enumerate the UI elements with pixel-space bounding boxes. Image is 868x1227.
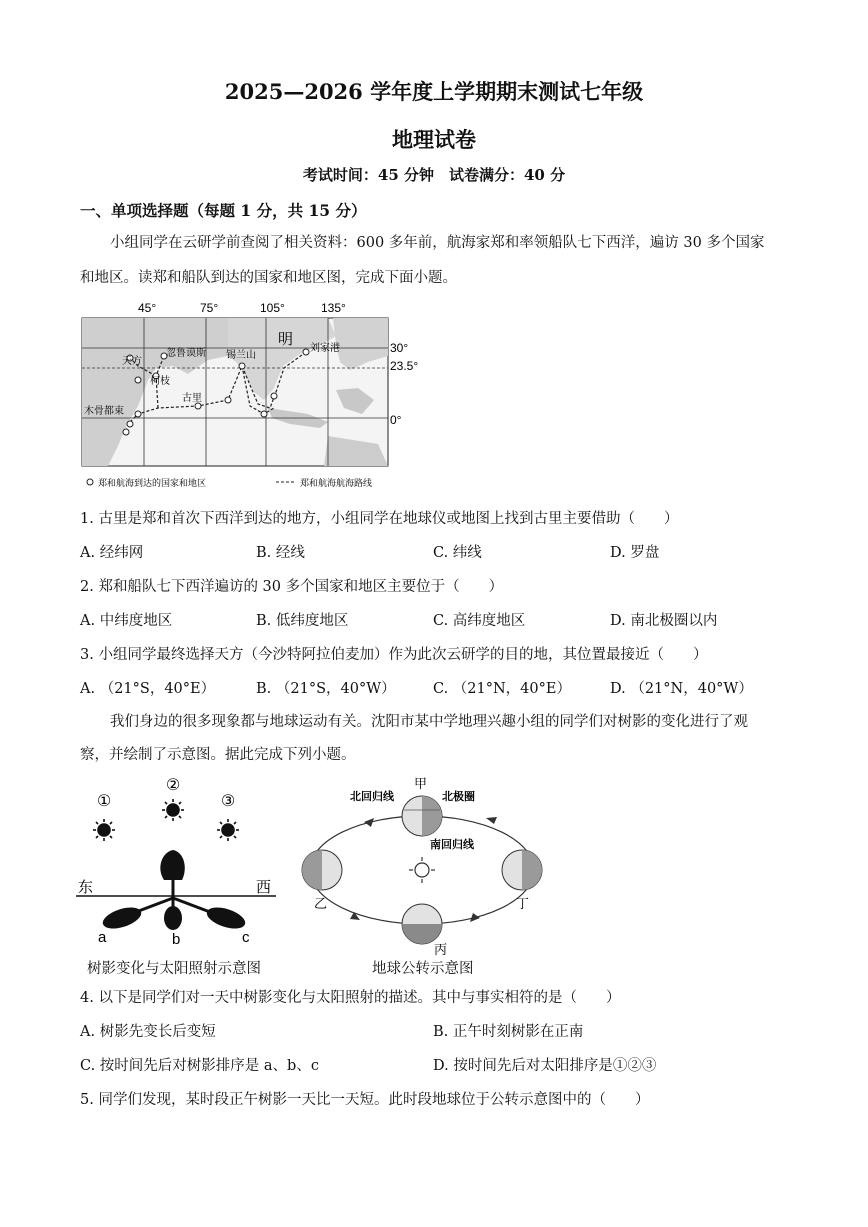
- lon-label: 135°: [321, 301, 346, 315]
- option-2d[interactable]: D. 南北极圈以内: [610, 613, 718, 629]
- place-label: 木骨都束: [84, 406, 124, 417]
- earth-jia: [402, 796, 442, 836]
- position-label: 乙: [314, 896, 328, 911]
- place-label: 忽鲁谟斯: [166, 348, 206, 359]
- shadow-label: a: [98, 929, 107, 946]
- tree-shadow-diagram: [76, 772, 286, 948]
- stop-marker: [271, 393, 277, 399]
- position-label: 丙: [434, 942, 448, 957]
- page-subtitle: 地理试卷: [392, 127, 476, 152]
- option-4d[interactable]: D. 按时间先后对太阳排序是①②③: [433, 1058, 657, 1074]
- position-label: 丁: [516, 896, 530, 911]
- orbit-figure-caption: 地球公转示意图: [372, 961, 474, 977]
- sun-icon: [217, 819, 239, 841]
- question-number: 1.: [80, 511, 94, 527]
- question-number: 2.: [80, 579, 94, 595]
- option-2b[interactable]: B. 低纬度地区: [256, 613, 349, 629]
- intro-line-1: 小组同学在云研学前查阅了相关资料：600 多年前，航海家郑和率领船队七下西洋，遍访 30 多个国家: [110, 235, 765, 251]
- option-4a[interactable]: A. 树影先变长后变短: [80, 1024, 216, 1040]
- place-label: 刘家港: [310, 343, 340, 354]
- passage2-line-1: 我们身边的很多现象都与地球运动有关。沈阳市某中学地理兴趣小组的同学们对树影的变化进行了观: [110, 714, 748, 730]
- exam-info: 考试时间：45 分钟 试卷满分：40 分: [302, 166, 566, 184]
- orbit-arrow-icon: [470, 913, 480, 922]
- stop-marker: [239, 363, 245, 369]
- stop-marker: [135, 411, 141, 417]
- passage2-line-2: 察，并绘制了示意图。据此完成下列小题。: [80, 747, 356, 763]
- question-number: 5.: [80, 1092, 94, 1108]
- sun-icon: [162, 799, 184, 821]
- option-4c[interactable]: C. 按时间先后对树影排序是 a、b、c: [80, 1058, 319, 1074]
- south-tropic-label: 南回归线: [430, 839, 474, 851]
- option-3a[interactable]: A. （21°S，40°E）: [80, 681, 216, 697]
- lat-label: 23.5°: [390, 359, 419, 373]
- option-1c[interactable]: C. 纬线: [433, 545, 482, 561]
- question-text: 古里是郑和首次下西洋到达的地方，小组同学在地球仪或地图上找到古里主要借助（ ）: [98, 511, 679, 527]
- east-label: 东: [78, 879, 94, 896]
- question-text: 郑和船队七下西洋遍访的 30 多个国家和地区主要位于（ ）: [98, 579, 504, 595]
- question-text: 小组同学最终选择天方（今沙特阿拉伯麦加）作为此次云研学的目的地，其位置最接近（ ）: [98, 647, 708, 663]
- tree-crown: [160, 850, 184, 880]
- question-4: [80, 986, 620, 1007]
- earth-bing: [402, 904, 442, 944]
- question-number: 3.: [80, 647, 94, 663]
- stop-marker: [123, 429, 129, 435]
- lat-label: 30°: [390, 341, 409, 355]
- place-label: 古里: [182, 393, 202, 404]
- earth-ding: [502, 850, 542, 890]
- lat-label: 0°: [390, 413, 402, 427]
- question-2: [80, 575, 503, 596]
- question-3: [80, 643, 707, 664]
- arctic-circle-label: 北极圈: [442, 791, 475, 803]
- sun-label: ②: [165, 777, 181, 794]
- position-label: 甲: [414, 776, 428, 791]
- tree-figure-caption: 树影变化与太阳照射示意图: [87, 961, 261, 977]
- sun-icon: [409, 857, 435, 883]
- stop-marker: [261, 411, 267, 417]
- option-3d[interactable]: D. （21°N，40°W）: [610, 681, 753, 697]
- shadow-b: [164, 906, 182, 930]
- place-label: 柯枝: [150, 376, 170, 387]
- orbit-arrow-icon: [486, 817, 497, 824]
- question-1: [80, 507, 678, 528]
- legend-route: 郑和航海航海路线: [300, 478, 373, 488]
- sun-icon: [93, 819, 115, 841]
- place-label: 天方: [122, 356, 142, 367]
- sun-label: ①: [96, 793, 112, 810]
- earth-orbit-diagram: [294, 772, 554, 958]
- intro-line-2: 和地区。读郑和船队到达的国家和地区图，完成下面小题。: [80, 270, 457, 286]
- zhenghe-route-map: [78, 296, 438, 492]
- stop-marker: [303, 349, 309, 355]
- page-title: 2025—2026 学年度上学期期末测试七年级: [224, 79, 644, 104]
- option-3b[interactable]: B. （21°S，40°W）: [256, 681, 396, 697]
- stop-marker: [135, 377, 141, 383]
- option-1a[interactable]: A. 经纬网: [80, 545, 144, 561]
- option-2a[interactable]: A. 中纬度地区: [80, 613, 173, 629]
- question-text: 以下是同学们对一天中树影变化与太阳照射的描述。其中与事实相符的是（ ）: [98, 990, 621, 1006]
- stop-marker: [225, 397, 231, 403]
- lon-label: 105°: [260, 301, 285, 315]
- question-number: 4.: [80, 990, 94, 1006]
- lon-label: 45°: [138, 301, 157, 315]
- shadow-label: c: [242, 929, 250, 946]
- lon-label: 75°: [200, 301, 219, 315]
- place-label: 锡兰山: [226, 350, 256, 361]
- west-label: 西: [256, 879, 272, 896]
- north-tropic-label: 北回归线: [350, 791, 394, 803]
- shadow-label: b: [172, 931, 181, 948]
- orbit-arrow-icon: [364, 818, 374, 827]
- question-text: 同学们发现，某时段正午树影一天比一天短。此时段地球位于公转示意图中的（ ）: [98, 1092, 650, 1108]
- question-5: [80, 1088, 649, 1109]
- option-1b[interactable]: B. 经线: [256, 545, 305, 561]
- stop-marker: [127, 421, 133, 427]
- legend-places: 郑和航海到达的国家和地区: [98, 478, 207, 488]
- option-3c[interactable]: C. （21°N，40°E）: [433, 681, 571, 697]
- sun-label: ③: [220, 793, 236, 810]
- place-ming: 明: [278, 331, 294, 348]
- option-4b[interactable]: B. 正午时刻树影在正南: [433, 1024, 584, 1040]
- shadow-a: [100, 903, 144, 932]
- option-2c[interactable]: C. 高纬度地区: [433, 613, 526, 629]
- earth-yi: [302, 850, 342, 890]
- section-heading: 一、单项选择题（每题 1 分，共 15 分）: [80, 201, 367, 220]
- legend-stop-icon: [87, 479, 93, 485]
- option-1d[interactable]: D. 罗盘: [610, 545, 660, 561]
